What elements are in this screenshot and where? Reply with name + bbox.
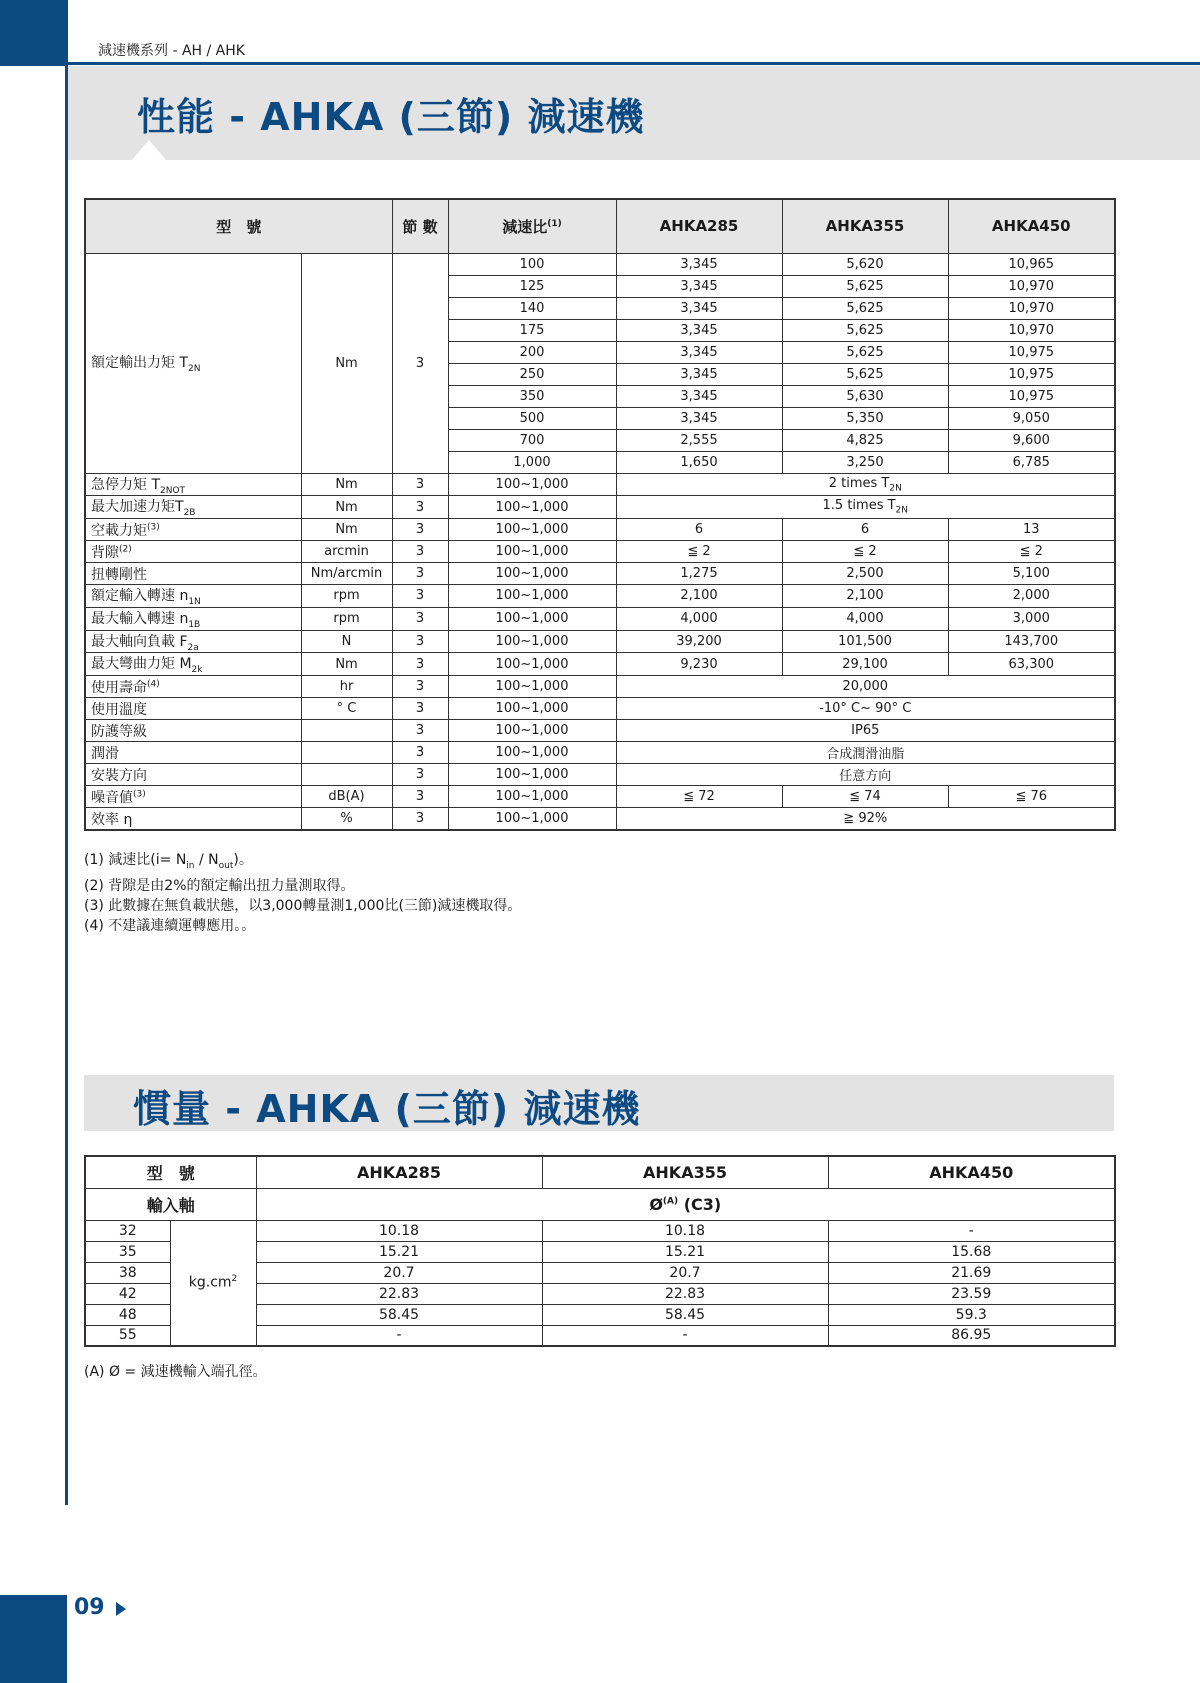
- spec-stage: 3: [392, 563, 448, 585]
- spec-stage: 3: [392, 473, 448, 496]
- spec-value-text: 合成潤滑油脂: [826, 747, 905, 763]
- spec-value-text: ≧ 92%: [843, 811, 888, 827]
- corner-block: [0, 0, 67, 66]
- torque-cell: 5,625: [782, 275, 948, 297]
- spec-unit: Nm: [301, 653, 392, 676]
- ratio-cell: 100: [448, 253, 616, 275]
- spec-unit: rpm: [301, 585, 392, 608]
- input-shaft-symbol: Ø: [649, 1194, 663, 1214]
- torque-cell: 6,785: [948, 451, 1115, 473]
- inertia-value-cell: -: [542, 1325, 828, 1346]
- torque-cell: 5,350: [782, 407, 948, 429]
- torque-cell: 10,970: [948, 275, 1115, 297]
- bore-size-cell: 38: [85, 1262, 170, 1283]
- performance-table: [84, 198, 1116, 831]
- spec-stage: 3: [392, 541, 448, 563]
- spec-value: 2,500: [782, 563, 948, 585]
- spec-ratio: 100~1,000: [448, 541, 616, 563]
- spec-row-noload: [85, 519, 1115, 541]
- spec-row-bending: [85, 653, 1115, 676]
- rated-torque-label: [85, 253, 301, 473]
- inertia-header-model-1: AHKA285: [256, 1156, 542, 1188]
- inertia-value-cell: 20.7: [256, 1262, 542, 1283]
- inertia-value-cell: 10.18: [542, 1220, 828, 1241]
- spec-stage: 3: [392, 607, 448, 630]
- torque-cell: 5,630: [782, 385, 948, 407]
- spec-label: [85, 720, 301, 742]
- spec-value-sub: 2N: [889, 483, 902, 494]
- spec-label-sub: 1B: [188, 619, 201, 630]
- spec-value: 9,230: [616, 653, 782, 676]
- spec-row-temp: [85, 698, 1115, 720]
- spec-value: 5,100: [948, 563, 1115, 585]
- spec-value-merged: [616, 698, 1115, 720]
- spec-value-merged: [616, 742, 1115, 764]
- header-stage: 節 數: [392, 199, 448, 253]
- page-arrow-icon: [116, 1602, 126, 1616]
- spec-value-sub: 2N: [895, 505, 909, 516]
- footnote-1: [84, 850, 521, 876]
- spec-row-mounting: [85, 764, 1115, 786]
- spec-unit: arcmin: [301, 541, 392, 563]
- spec-value: ≦ 76: [948, 786, 1115, 808]
- torque-cell: 10,970: [948, 319, 1115, 341]
- spec-stage: 3: [392, 519, 448, 541]
- torque-cell: 5,625: [782, 319, 948, 341]
- spec-value: 2,100: [616, 585, 782, 608]
- spec-ratio: 100~1,000: [448, 676, 616, 698]
- spec-label-text: 最大彎曲力矩 M: [91, 656, 192, 673]
- input-shaft-suffix: (C3): [678, 1194, 722, 1214]
- spec-row-efficiency: [85, 808, 1115, 830]
- spec-label: [85, 630, 301, 653]
- series-label: 減速機系列 - AH / AHK: [98, 43, 245, 59]
- footnote-1-c: )。: [233, 852, 253, 868]
- spec-value-text: 2 times T: [828, 475, 890, 491]
- spec-value: 29,100: [782, 653, 948, 676]
- torque-cell: 3,345: [616, 407, 782, 429]
- spec-label-sub: 2a: [187, 642, 199, 653]
- spec-stage: 3: [392, 720, 448, 742]
- inertia-value-cell: 10.18: [256, 1220, 542, 1241]
- spec-label-sub: 1N: [188, 596, 201, 607]
- inertia-value-cell: 86.95: [828, 1325, 1115, 1346]
- rated-torque-unit: Nm: [301, 253, 392, 473]
- torque-cell: 5,625: [782, 341, 948, 363]
- inertia-value-cell: -: [256, 1325, 542, 1346]
- footnote-1-a: (1) 減速比(i= N: [84, 852, 187, 868]
- spec-ratio: 100~1,000: [448, 653, 616, 676]
- inertia-value-cell: 20.7: [542, 1262, 828, 1283]
- ratio-cell: 200: [448, 341, 616, 363]
- inertia-value-cell: 58.45: [256, 1304, 542, 1325]
- left-rule: [65, 0, 68, 1505]
- spec-ratio: 100~1,000: [448, 519, 616, 541]
- rated-torque-group: [85, 253, 1115, 473]
- spec-value: ≦ 2: [948, 541, 1115, 563]
- spec-label: [85, 496, 301, 519]
- spec-row-noise: [85, 786, 1115, 808]
- spec-ratio: 100~1,000: [448, 585, 616, 608]
- spec-stage: 3: [392, 786, 448, 808]
- header-model: 型 號: [85, 199, 392, 253]
- torque-cell: 9,600: [948, 429, 1115, 451]
- torque-cell: 10,970: [948, 297, 1115, 319]
- spec-unit: hr: [301, 676, 392, 698]
- spec-row-emergency: [85, 473, 1115, 496]
- spec-row-backlash: [85, 541, 1115, 563]
- spec-value: 13: [948, 519, 1115, 541]
- spec-label-text: 額定輸入轉速 n: [91, 588, 189, 605]
- spec-unit: [301, 764, 392, 786]
- torque-cell: 3,345: [616, 253, 782, 275]
- section-title-performance: 性能 - AHKA (三節) 減速機: [137, 95, 645, 139]
- spec-unit: ° C: [301, 698, 392, 720]
- spec-label-text: 急停力矩 T: [91, 476, 161, 493]
- spec-unit: Nm/arcmin: [301, 563, 392, 585]
- inertia-header-model-2: AHKA355: [542, 1156, 828, 1188]
- spec-label-text: 背隙: [91, 544, 119, 561]
- spec-stage: 3: [392, 585, 448, 608]
- spec-ratio: 100~1,000: [448, 742, 616, 764]
- spec-label-text: 最大加速力矩T: [91, 499, 184, 516]
- spec-label: [85, 764, 301, 786]
- spec-unit: Nm: [301, 496, 392, 519]
- inertia-unit-text: kg.cm: [188, 1275, 232, 1292]
- spec-label: [85, 653, 301, 676]
- spec-unit: dB(A): [301, 786, 392, 808]
- spec-stage: 3: [392, 496, 448, 519]
- spec-value-merged: [616, 764, 1115, 786]
- spec-label: [85, 541, 301, 563]
- spec-label-text: 安裝方向: [91, 767, 147, 784]
- spec-label: [85, 473, 301, 496]
- inertia-value-cell: 22.83: [542, 1283, 828, 1304]
- footnote-2: (2) 背隙是由2%的額定輸出扭力量測取得。: [84, 877, 355, 894]
- ratio-cell: 1,000: [448, 451, 616, 473]
- torque-cell: 3,345: [616, 385, 782, 407]
- spec-label-sup: (4): [147, 679, 160, 690]
- spec-value: 6: [782, 519, 948, 541]
- inertia-table: [84, 1155, 1116, 1347]
- spec-label-text: 空載力矩: [91, 522, 147, 539]
- ratio-cell: 500: [448, 407, 616, 429]
- spec-label-text: 潤滑: [91, 745, 119, 762]
- inertia-header-model: 型 號: [85, 1156, 256, 1188]
- torque-cell: 5,620: [782, 253, 948, 275]
- rated-torque-stage: 3: [392, 253, 448, 473]
- footnote-1-b: / N: [194, 852, 219, 868]
- spec-value-text: 任意方向: [839, 769, 892, 785]
- torque-cell: 3,345: [616, 341, 782, 363]
- spec-label: [85, 563, 301, 585]
- spec-value-merged: [616, 473, 1115, 496]
- footnote-4: (4) 不建議連續運轉應用。。: [84, 917, 256, 934]
- torque-cell: 2,555: [616, 429, 782, 451]
- spec-ratio: 100~1,000: [448, 473, 616, 496]
- spec-stage: 3: [392, 630, 448, 653]
- spec-ratio: 100~1,000: [448, 786, 616, 808]
- header-notch: [132, 140, 166, 160]
- spec-ratio: 100~1,000: [448, 630, 616, 653]
- spec-value-text: IP65: [851, 723, 880, 739]
- spec-label: [85, 786, 301, 808]
- spec-label: [85, 676, 301, 698]
- ratio-cell: 350: [448, 385, 616, 407]
- spec-label-sup: (3): [147, 521, 160, 532]
- spec-value-merged: [616, 496, 1115, 519]
- spec-row-max-speed: [85, 607, 1115, 630]
- spec-rows: [85, 473, 1115, 830]
- spec-value: 39,200: [616, 630, 782, 653]
- spec-row-life: [85, 676, 1115, 698]
- torque-cell: 4,825: [782, 429, 948, 451]
- bore-size-cell: 48: [85, 1304, 170, 1325]
- spec-row-rated-speed: [85, 585, 1115, 608]
- spec-label-text: 最大輸入轉速 n: [91, 610, 189, 627]
- inertia-value-cell: 59.3: [828, 1304, 1115, 1325]
- spec-ratio: 100~1,000: [448, 808, 616, 830]
- torque-cell: 10,975: [948, 385, 1115, 407]
- spec-stage: 3: [392, 742, 448, 764]
- spec-row-lubrication: [85, 742, 1115, 764]
- spec-value-text: -10° C~ 90° C: [819, 701, 912, 717]
- torque-cell: 3,345: [616, 319, 782, 341]
- section-title-inertia: 慣量 - AHKA (三節) 減速機: [133, 1087, 641, 1131]
- spec-value-merged: [616, 676, 1115, 698]
- table-row: [85, 1220, 1115, 1241]
- spec-value: ≦ 72: [616, 786, 782, 808]
- inertia-input-shaft-row: [85, 1188, 1115, 1220]
- input-shaft-value: [256, 1188, 1115, 1220]
- inertia-header-row: [85, 1156, 1115, 1188]
- inertia-value-cell: -: [828, 1220, 1115, 1241]
- spec-label-sub: 2B: [183, 508, 196, 519]
- inertia-value-cell: 58.45: [542, 1304, 828, 1325]
- spec-row-accel: [85, 496, 1115, 519]
- spec-label: [85, 585, 301, 608]
- spec-value-merged: [616, 808, 1115, 830]
- inertia-value-cell: 21.69: [828, 1262, 1115, 1283]
- spec-value: 2,100: [782, 585, 948, 608]
- spec-ratio: 100~1,000: [448, 698, 616, 720]
- torque-cell: 10,975: [948, 341, 1115, 363]
- spec-value: ≦ 2: [782, 541, 948, 563]
- spec-label-sup: (3): [133, 789, 146, 800]
- spec-label: [85, 698, 301, 720]
- torque-cell: 5,625: [782, 297, 948, 319]
- spec-label-text: 使用壽命: [91, 679, 147, 696]
- spec-label-text: 防護等級: [91, 723, 147, 740]
- spec-unit: [301, 720, 392, 742]
- input-shaft-label: 輸入軸: [85, 1188, 256, 1220]
- inertia-value-cell: 15.21: [542, 1241, 828, 1262]
- spec-stage: 3: [392, 676, 448, 698]
- bore-size-cell: 35: [85, 1241, 170, 1262]
- spec-value: 63,300: [948, 653, 1115, 676]
- spec-value-merged: [616, 720, 1115, 742]
- spec-label-sub: 2NOT: [160, 485, 186, 496]
- torque-cell: 5,625: [782, 363, 948, 385]
- header-model-3: AHKA450: [948, 199, 1115, 253]
- spec-label: [85, 742, 301, 764]
- spec-label: [85, 607, 301, 630]
- ratio-cell: 250: [448, 363, 616, 385]
- table-header-row: [85, 199, 1115, 253]
- torque-cell: 9,050: [948, 407, 1115, 429]
- table-row: [85, 253, 1115, 275]
- footnote-3: (3) 此數據在無負載狀態，以3,000轉量測1,000比(三節)減速機取得。: [84, 897, 522, 914]
- inertia-rows: [85, 1220, 1115, 1346]
- ratio-cell: 700: [448, 429, 616, 451]
- spec-stage: 3: [392, 653, 448, 676]
- spec-row-stiffness: [85, 563, 1115, 585]
- spec-unit: %: [301, 808, 392, 830]
- spec-label-text: 噪音値: [91, 789, 133, 806]
- header-ratio-note: (1): [547, 218, 562, 229]
- spec-label-text: 效率 η: [91, 811, 133, 828]
- spec-label-sup: (2): [119, 543, 132, 554]
- spec-label-text: 扭轉剛性: [91, 566, 147, 583]
- bottom-corner-block: [0, 1595, 67, 1683]
- inertia-value-cell: 23.59: [828, 1283, 1115, 1304]
- ratio-cell: 125: [448, 275, 616, 297]
- bore-size-cell: 42: [85, 1283, 170, 1304]
- spec-stage: 3: [392, 808, 448, 830]
- spec-ratio: 100~1,000: [448, 563, 616, 585]
- spec-label-text: 使用溫度: [91, 701, 147, 718]
- spec-stage: 3: [392, 764, 448, 786]
- inertia-unit: [170, 1220, 256, 1346]
- header-ratio: [448, 199, 616, 253]
- spec-value: 143,700: [948, 630, 1115, 653]
- inertia-value-cell: 15.68: [828, 1241, 1115, 1262]
- spec-label-sub: 2k: [191, 665, 203, 676]
- spec-ratio: 100~1,000: [448, 607, 616, 630]
- spec-value-text: 1.5 times T: [822, 498, 896, 514]
- spec-value-text: 20,000: [842, 679, 889, 695]
- footnotes: [84, 850, 521, 936]
- input-shaft-sup: (A): [662, 1196, 679, 1207]
- spec-value: 2,000: [948, 585, 1115, 608]
- spec-value: 3,000: [948, 607, 1115, 630]
- spec-value: ≦ 74: [782, 786, 948, 808]
- bore-size-cell: 55: [85, 1325, 170, 1346]
- torque-cell: 3,345: [616, 363, 782, 385]
- inertia-value-cell: 22.83: [256, 1283, 542, 1304]
- spec-unit: rpm: [301, 607, 392, 630]
- ratio-cell: 140: [448, 297, 616, 319]
- rated-torque-label-sub: 2N: [188, 363, 201, 374]
- spec-ratio: 100~1,000: [448, 720, 616, 742]
- spec-value: ≦ 2: [616, 541, 782, 563]
- footnote-a: (A) Ø = 減速機輸入端孔徑。: [84, 1364, 267, 1380]
- torque-cell: 10,965: [948, 253, 1115, 275]
- header-model-2: AHKA355: [782, 199, 948, 253]
- spec-value: 4,000: [616, 607, 782, 630]
- spec-value: 4,000: [782, 607, 948, 630]
- spec-label: [85, 519, 301, 541]
- rated-torque-label-text: 額定輸出力矩 T: [91, 355, 189, 372]
- spec-stage: 3: [392, 698, 448, 720]
- spec-label: [85, 808, 301, 830]
- torque-cell: 10,975: [948, 363, 1115, 385]
- top-rule: [65, 62, 1200, 65]
- spec-row-protection: [85, 720, 1115, 742]
- spec-ratio: 100~1,000: [448, 764, 616, 786]
- inertia-value-cell: 15.21: [256, 1241, 542, 1262]
- header-model-1: AHKA285: [616, 199, 782, 253]
- torque-cell: 3,345: [616, 297, 782, 319]
- inertia-unit-sup: 2: [231, 1274, 238, 1285]
- spec-ratio: 100~1,000: [448, 496, 616, 519]
- inertia-header-model-3: AHKA450: [828, 1156, 1115, 1188]
- spec-value: 1,275: [616, 563, 782, 585]
- ratio-cell: 175: [448, 319, 616, 341]
- bore-size-cell: 32: [85, 1220, 170, 1241]
- footnote-1-sub-out: out: [218, 860, 234, 871]
- spec-value: 101,500: [782, 630, 948, 653]
- torque-cell: 1,650: [616, 451, 782, 473]
- spec-unit: Nm: [301, 473, 392, 496]
- spec-unit: Nm: [301, 519, 392, 541]
- spec-unit: N: [301, 630, 392, 653]
- page-number: 09: [74, 1595, 105, 1620]
- spec-value: 6: [616, 519, 782, 541]
- spec-label-text: 最大軸向負載 F: [91, 633, 188, 650]
- spec-unit: [301, 742, 392, 764]
- spec-row-axial: [85, 630, 1115, 653]
- torque-cell: 3,250: [782, 451, 948, 473]
- torque-cell: 3,345: [616, 275, 782, 297]
- header-ratio-label: 減速比: [502, 217, 548, 236]
- footnote-1-sub-in: in: [186, 860, 195, 871]
